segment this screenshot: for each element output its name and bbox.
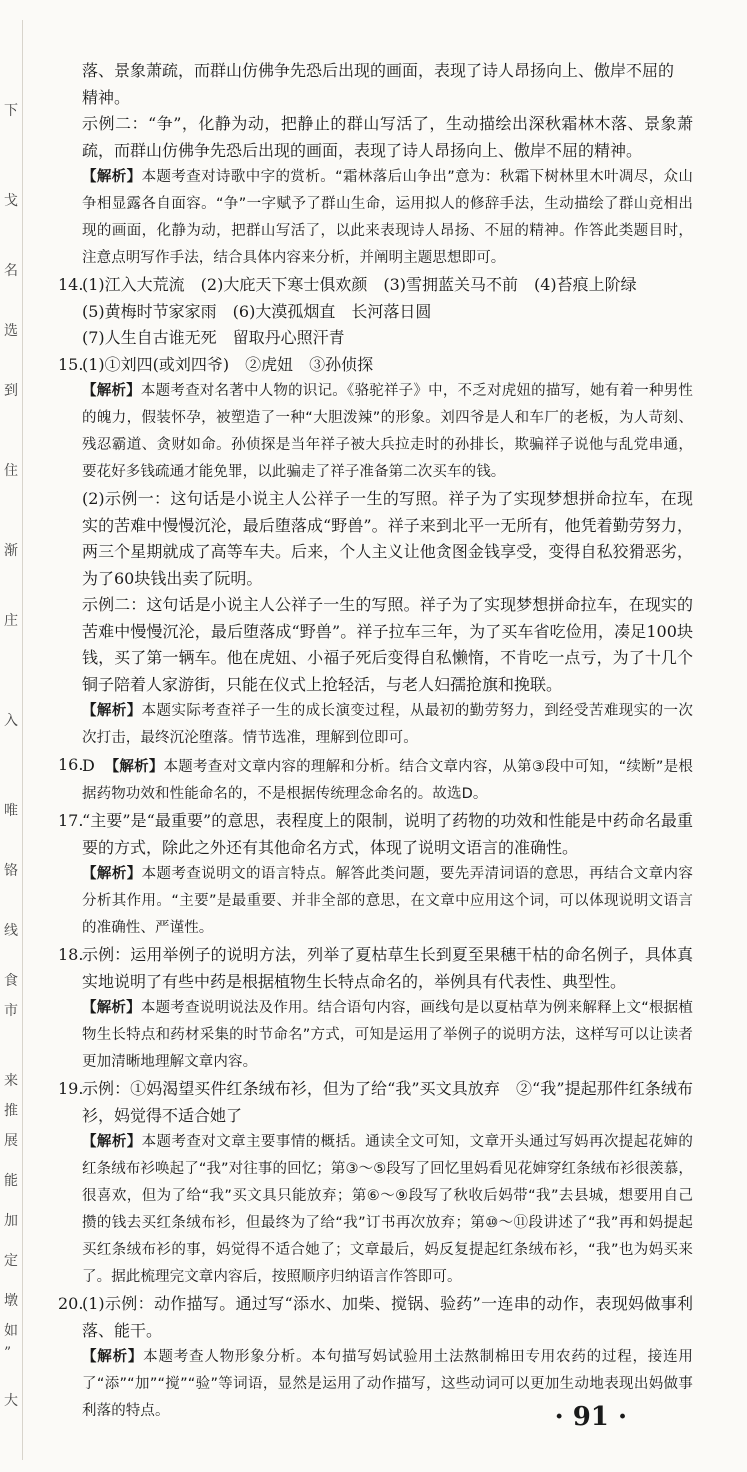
margin-rule	[22, 20, 23, 1460]
q15-explanation	[58, 378, 693, 486]
explanation-text: 本题考查对诗歌中字的赏析。“霜林落后山争出”意为：秋霜下树林里木叶凋尽，众山争相显露各自面容。“争”一字赋予了群山生命，运用拟人的修辞手法，生动描绘了群山竞相出现的画面，化静为动，把群山写活了，以此来表现诗人昂扬、不屈的精神。作答此类题目时，注意点明写作手法，结合具体内容来分析，并阐明主题思想即可。	[82, 169, 694, 266]
q17-explanation	[58, 861, 693, 942]
margin-char: 市	[4, 1003, 18, 1019]
q14-line1: (1)江入大荒流 (2)大庇天下寒士俱欢颜 (3)雪拥蓝关马不前 (4)苔痕上阶绿	[82, 275, 637, 294]
explanation-text: 本题实际考查祥子一生的成长演变过程，从最初的勤劳努力，到经受苦难现实的一次次打击，最终沉沦堕落。情节选准，理解到位即可。	[82, 703, 693, 746]
q13-example-2-line1: 示例二：“争”，化静为动，把静止的群山写活了，生动描绘出深秋霜林木落、景象萧疏，	[82, 114, 693, 160]
margin-char: 铬	[4, 863, 18, 879]
margin-char: 展	[4, 1133, 18, 1149]
q16-answer	[82, 752, 693, 808]
explanation-text: 本题考查对名著中人物的识记。《骆驼祥子》中，不乏对虎妞的描写，她有着一种男性的魄力，假装怀孕，被塑造了一种“大胆泼辣”的形象。刘四爷是人和车厂的老板，为人苛刻、残忍霸道、贪财如命。孙侦探是当年祥子被大兵拉走时的孙排长，欺骗祥子说他与乱党串通，要花好多钱疏通才能免罪，以此骗走了祥子准备第二次买车的钱。	[82, 383, 694, 480]
answer-page	[58, 58, 693, 1425]
explanation-tag: 【解析】	[82, 1134, 142, 1150]
q18	[58, 942, 693, 995]
margin-char: 入	[4, 713, 18, 729]
explanation-text: 本题考查说明文的语言特点。解答此类问题，要先弄清词语的意思，再结合文章内容分析其作用。“主要”是最重要、并非全部的意思，在文章中应用这个词，可以体现说明文语言的准确性、严谨性。	[82, 866, 693, 936]
margin-char: 定	[4, 1253, 18, 1269]
binding-margin	[0, 20, 30, 1460]
q20-answer: (1)示例：动作描写。通过写“添水、加柴、搅锅、验药”一连串的动作，表现妈做事利落、能干。	[82, 1294, 693, 1340]
explanation-text: 本题考查对文章主要事情的概括。通读全文可知，文章开头通过写妈再次提起花婶的红条绒布衫唤起了“我”对往事的回忆；第③～⑤段写了回忆里妈看见花婶穿红条绒布衫很羡慕，很喜欢，但为了给“我”买文具只能放弃；第⑥～⑨段写了秋收后妈带“我”去县城，想要用自己攒的钱去买红条绒布衫，但最终为了给“我”订书再次放弃；第⑩～⑪段讲述了“我”再和妈提起买红条绒布衫的事，妈觉得不适合她了；文章最后，妈反复提起红条绒布衫，“我”也为妈买来了。据此梳理完文章内容后，按照顺序归纳语言作答即可。	[82, 1134, 693, 1285]
q17	[58, 808, 693, 861]
q18-explanation	[58, 995, 693, 1076]
q13-example-2	[58, 111, 693, 164]
q16	[58, 752, 693, 808]
margin-char: 来	[4, 1073, 18, 1089]
margin-char: 如	[4, 1323, 18, 1339]
question-number: 15.	[58, 354, 84, 374]
q15-part2-example1: (2)示例一：这句话是小说主人公祥子一生的写照。祥子为了实现梦想拼命拉车，在现实的苦难中慢慢沉沦，最后堕落成“野兽”。祥子来到北平一无所有，他凭着勤劳努力，两三个星期就成了高等车夫。后来，个人主义让他贪图金钱享受，变得自私狡猾恶劣，为了60块钱出卖了阮明。	[82, 489, 693, 588]
explanation-tag: 【解析】	[82, 169, 142, 185]
explanation-text: 本题考查对文章内容的理解和分析。结合文章内容，从第③段中可知，“续断”是根据药物功效和性能命名的，不是根据传统理念命名的。故选D。	[82, 759, 693, 802]
margin-char: 大	[4, 1393, 18, 1409]
margin-char: 能	[4, 1173, 18, 1189]
question-number: 14.	[58, 275, 84, 294]
explanation-tag: 【解析】	[82, 1000, 141, 1016]
margin-char: 推	[4, 1103, 18, 1119]
q15b-explanation	[58, 698, 693, 752]
explanation-tag: 【解析】	[82, 383, 141, 399]
explanation-tag: 【解析】	[82, 703, 142, 719]
margin-char: 名	[4, 263, 18, 279]
page-number: · 91 ·	[554, 1402, 627, 1432]
margin-char: 唯	[4, 803, 18, 819]
q15-part2-example2: 示例二：这句话是小说主人公祥子一生的写照。祥子为了实现梦想拼命拉车，在现实的苦难中慢慢沉沦，最后堕落成“野兽”。祥子拉车三年，为了买车省吃俭用，凑足100块钱，买了第一辆车。他在虎妞、小福子死后变得自私懒惰，不肯吃一点亏，为了十几个铜子陪着人家游街，只能在仪式上抢轻活，与老人妇孺抢旗和挽联。	[82, 595, 693, 694]
question-number: 18.	[58, 945, 84, 964]
margin-char: 下	[4, 103, 18, 119]
margin-char: 食	[4, 973, 18, 989]
margin-char: 庄	[4, 613, 18, 629]
margin-char: 渐	[4, 543, 18, 559]
explanation-tag: 【解析】	[104, 759, 164, 775]
margin-char: 线	[4, 923, 18, 939]
question-number: 20.	[58, 1294, 84, 1313]
margin-char: 戈	[4, 193, 18, 209]
q14-line3: (7)人生自古谁无死 留取丹心照汗青	[82, 328, 345, 347]
q13-example-2-line2: 而群山仿佛争先恐后出现的画面，表现了诗人昂扬向上、傲岸不屈的精神。	[114, 140, 643, 160]
q19-explanation	[58, 1129, 693, 1291]
q14	[58, 272, 693, 352]
question-number: 16.	[58, 755, 84, 774]
q16-choice: D	[82, 756, 95, 775]
q17-answer: “主要”是“最重要”的意思，表程度上的限制，说明了药物的功效和性能是中药命名最重要的方式，除此之外还有其他命名方式，体现了说明文语言的准确性。	[82, 811, 693, 857]
q19-answer: 示例：①妈渴望买件红条绒布衫，但为了给“我”买文具放弃 ②“我”提起那件红条绒布衫，妈觉得不适合她了	[82, 1079, 693, 1125]
explanation-tag: 【解析】	[82, 1349, 144, 1365]
q20	[58, 1291, 693, 1344]
explanation-text: 本题考查人物形象分析。本句描写妈试验用土法熬制棉田专用农药的过程，接连用了“添”“加”“搅”“验”等词语，显然是运用了动作描写，这些动词可以更加生动地表现出妈做事利落的特点。	[82, 1349, 693, 1419]
q15	[58, 352, 693, 379]
q18-answer: 示例：运用举例子的说明方法，列举了夏枯草生长到夏至果穗干枯的命名例子，具体真实地说明了有些中药是根据植物生长特点命名的，举例具有代表性、典型性。	[82, 945, 693, 991]
margin-char: 到	[4, 383, 18, 399]
margin-char: 选	[4, 323, 18, 339]
explanation-tag: 【解析】	[82, 866, 142, 882]
margin-char: ”	[4, 1345, 12, 1361]
question-number: 17.	[58, 811, 84, 830]
margin-char: 墩	[4, 1293, 18, 1309]
q15-part1: (1)①刘四(或刘四爷) ②虎妞 ③孙侦探	[82, 354, 374, 374]
q19	[58, 1076, 693, 1129]
explanation-text: 本题考查说明说法及作用。结合语句内容，画线句是以夏枯草为例来解释上文“根据植物生长特点和药材采集的时节命名”方式，可知是运用了举例子的说明方法，这样写可以让读者更加清晰地理解文章内容。	[82, 1000, 693, 1070]
q13-explanation	[58, 164, 693, 272]
margin-char: 住	[4, 463, 18, 479]
q13-example-1-end: 精神。	[82, 87, 131, 107]
q13-example-1-cont: 落、景象萧疏，而群山仿佛争先恐后出现的画面，表现了诗人昂扬向上、傲岸不屈的	[82, 61, 675, 80]
question-number: 19.	[58, 1079, 84, 1098]
margin-char: 加	[4, 1213, 18, 1229]
q14-line2: (5)黄梅时节家家雨 (6)大漠孤烟直 长河落日圆	[82, 301, 432, 321]
